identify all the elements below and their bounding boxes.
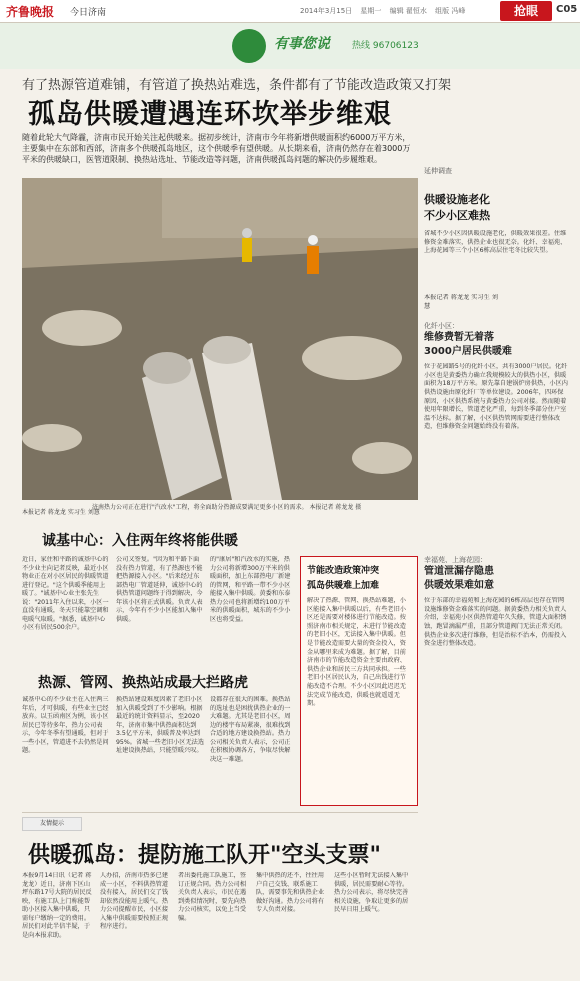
subhead-1: 诚基中心：入住两年终将能供暖 [42,533,238,549]
right-column [418,166,568,857]
col-2: 公司又签复。"因为和平路下面没有热力管道，有了热源也不能把热源接入小区。"后来经过东部热电厂管道延伸，诚基中心的供热管道问题终于得到解决，今年该小区将正式供暖。负责人表示，今年有不少小区能加入集中供暖。 [116,556,203,623]
kicker: 有了热源管道难铺，有管道了换热站难选，条件都有了节能改造政策又打架 [22,78,452,93]
headline: 孤岛供暖遭遇连环坎举步维艰 [28,99,392,130]
s3-title: 管道泄漏存隐患 [424,566,494,578]
s2-subtitle: 3000户居民供暖难 [424,346,512,358]
hotline-label: 热线 [352,41,371,51]
date: 2014年3月15日 [300,7,353,15]
masthead [0,0,580,23]
column-banner [0,23,580,69]
photo-caption [92,504,418,512]
page-number: C05 [556,4,578,15]
tag-label: 延伸调查 [424,167,452,175]
section-name: 今日济南 [70,8,107,18]
col-4: 诚基中心的不少业主在入住两三年后，才可供暖，有些业主已经放弃。以玉函南区为例，该小区居民已等待多年，热力公司表示，今年冬季有望通暖，但对于一些小区，管道进不去仍然是问题。 [22,696,109,754]
s1-subtitle: 不少小区难热 [424,209,490,222]
editor: 编辑 翟恒水 [389,7,427,15]
hotline-number: 96706123 [372,41,419,51]
bcol-1: 本报9月14日讯（记者 蒋龙龙）近日，济南下区山坪东路17号大院的居民反映，有施工队上门称能帮助小区接入集中供暖，只需每户缴纳一定的费用。居民们对此半信半疑，于是向本报求助。 [22,872,92,939]
col-5: 换热站建设难度因素了老旧小区加入供暖受到了不少影响。根据最近的统计资料显示，至2020年，济南市集中供热面积达到3.5亿平方米，供暖普及率达到95%。省城一些老旧小区无法选址建设换热站，只能望暖兴叹。 [116,696,204,754]
hotline [352,38,419,51]
caption-text: 济南热力公司正在进行"汽改水"工程，将全面助分热源成要满足更多小区的需求。 [92,504,308,511]
bcol-2: 人办招，济南市热多已建成一小区，不料供热管道没有接入，居民们交了钱却依然没能用上暖气。热力公司提醒市民，小区接入集中供暖需要按照正规程序进行。 [100,872,169,930]
s3-subtitle: 供暖效果难如意 [424,580,494,592]
s3-tag: 幸福苑、上海花园： [424,556,487,565]
box-title-2: 孤岛供暖难上加难 [307,581,380,591]
page-meta [300,6,471,16]
s2-body: 位于花园路5号的化纤小区，共有3000户居民。化纤小区也是黄委热力确立我规模较大的供热小区，供暖面积为18万平方米。原先靠自建锅炉房供热，小区内供热设施由原化纤厂等单位建设。2006年，四环保原因，小区供热系统与黄委热力公司对接。然而随着使用年限增长，管道老化严重，每到冬季部分住户室温不达标。据了解，小区供热管网需要进行整体改造，但维修资金问题始终没有着落。 [424,363,568,431]
bcol-4: 集中供热的还不，往往用户自己交钱、联系施工队，需要事先和供热企业做好沟通。热力公司将有专人负责对接。 [256,872,325,913]
s1-title: 供暖设施老化 [424,193,490,206]
sidebar-box [300,556,418,806]
weekday: 星期一 [360,7,382,15]
s3-body: 位于东部的幸福苑和上海花园的6栋高层也存在管网设施维修资金难落实的问题。据黄委热力相关负责人介绍，幸福苑小区供热管道年久失修，管道大面积锈蚀，跑冒滴漏严重，且部分管道阀门无法正常关闭。供热企业多次进行维修，但是治标不治本，仍需投入资金进行整体改造。 [424,597,567,648]
construction-photo [22,178,418,500]
box-title-1: 节能改造政策冲突 [307,566,380,576]
newspaper-logo: 齐鲁晚报 [6,5,55,19]
design: 组版 冯峰 [435,7,466,15]
s1-byline: 本报记者 蒋龙龙 实习生 刘慧 [424,294,498,310]
divider [22,812,418,813]
s2-tag: 化纤小区： [424,322,459,331]
news-photo [22,178,418,500]
speech-bubble-icon [232,29,266,63]
subhead-2: 热源、管网、换热站成最大拦路虎 [38,675,248,691]
photo-credit: 本报记者 蒋龙龙 摄 [309,504,362,511]
section-3 [424,555,568,857]
bcol-3: 者出委托施工队施工，签订正规合同。热力公司相关负责人表示，市民在遇到类似情况时，要先向热力公司核实，以免上当受骗。 [178,872,247,922]
section-2 [424,321,568,545]
col-6: 设都存在很大的困难。换热站的选址也是困扰供热企业的一大难题。尤其是老旧小区，周边的楼宇布局紧凑，很难找到合适的地方建设换热站。热力公司相关负责人表示，公司正在积极协调各方，争取尽快解决这一难题。 [210,696,291,763]
byline: 本报记者 蒋龙龙 实习生 刘慧 [22,509,100,516]
s1-body: 省城不少小区因供暖设施老化，供暖效果很差。住维修资金难落实，供热企业也很无奈。化纤、幸福苑、上海花园等三个小区6栋高层住宅冬比较失望。 [424,230,567,255]
lead-paragraph: 随着此轮大气降霾，济南市民开始关注起供暖来。据初步统计，济南市今年将新增供暖面积约6000万平方米，主要集中在东部和西部，济南多个供暖孤岛地区，这个供暖季有望供暖。从长期来看，济南仍然存在着3000万平米的供暖缺口，医管道限制、换热站选址、节能改造等问题，济南供暖孤岛问题的解决仍步履维艰。 [22,133,411,164]
bcol-5: 这些小区暂时无法接入集中供暖，居民需要耐心等待。热力公司表示，将尽快完善相关设施，争取让更多的居民早日用上暖气。 [334,872,409,913]
banner-title: 有事您说 [274,36,330,52]
bottom-headline: 供暖孤岛：提防施工队开"空头支票" [28,843,381,868]
col-1: 近日，家住和平路的诚基中心的不少业主向记者反映，最近小区物业正在对小区居民的供暖管道进行登记。"这个供暖季能用上暖了。"诚基中心业主张先生说："2011年入住以来，小区一直没有通暖，冬天只能靠空调和电暖气取暖。"据悉，诚基中心小区有居民500余户。 [22,556,109,631]
section-1 [424,192,568,311]
tips-label: 友情提示 [22,817,82,831]
box-body: 解决了热源、管网、换热站难题，小区能接入集中供暖以后，有些老旧小区还是需要对楼体进行节能改造。按照济南市相关规定，未进行节能改造的老旧小区，无法接入集中供暖。但是节能改造需要大量的资金投入，资金从哪里来成为难题。据了解，目前济南市的节能改造资金主要由政府、供热企业和居民三方共同承担。一些老旧小区居民认为，自己出钱进行节能改造不合理。不少小区因此迟迟无法完成节能改造，供暖也就遥遥无期。 [307,597,406,708]
s2-title: 维修费暂无着落 [424,332,494,344]
col-3: 的"康居"和汽改水的实施，热力公司将新增300万平米的供暖面积，加上东部热电厂新建的管网，和平路一带不少小区能接入集中供暖。黄委和东泰热力公司也将新增约100万平米的供暖面积，城东的不少小区也将受益。 [210,556,291,623]
section-badge: 抢眼 [500,1,552,21]
